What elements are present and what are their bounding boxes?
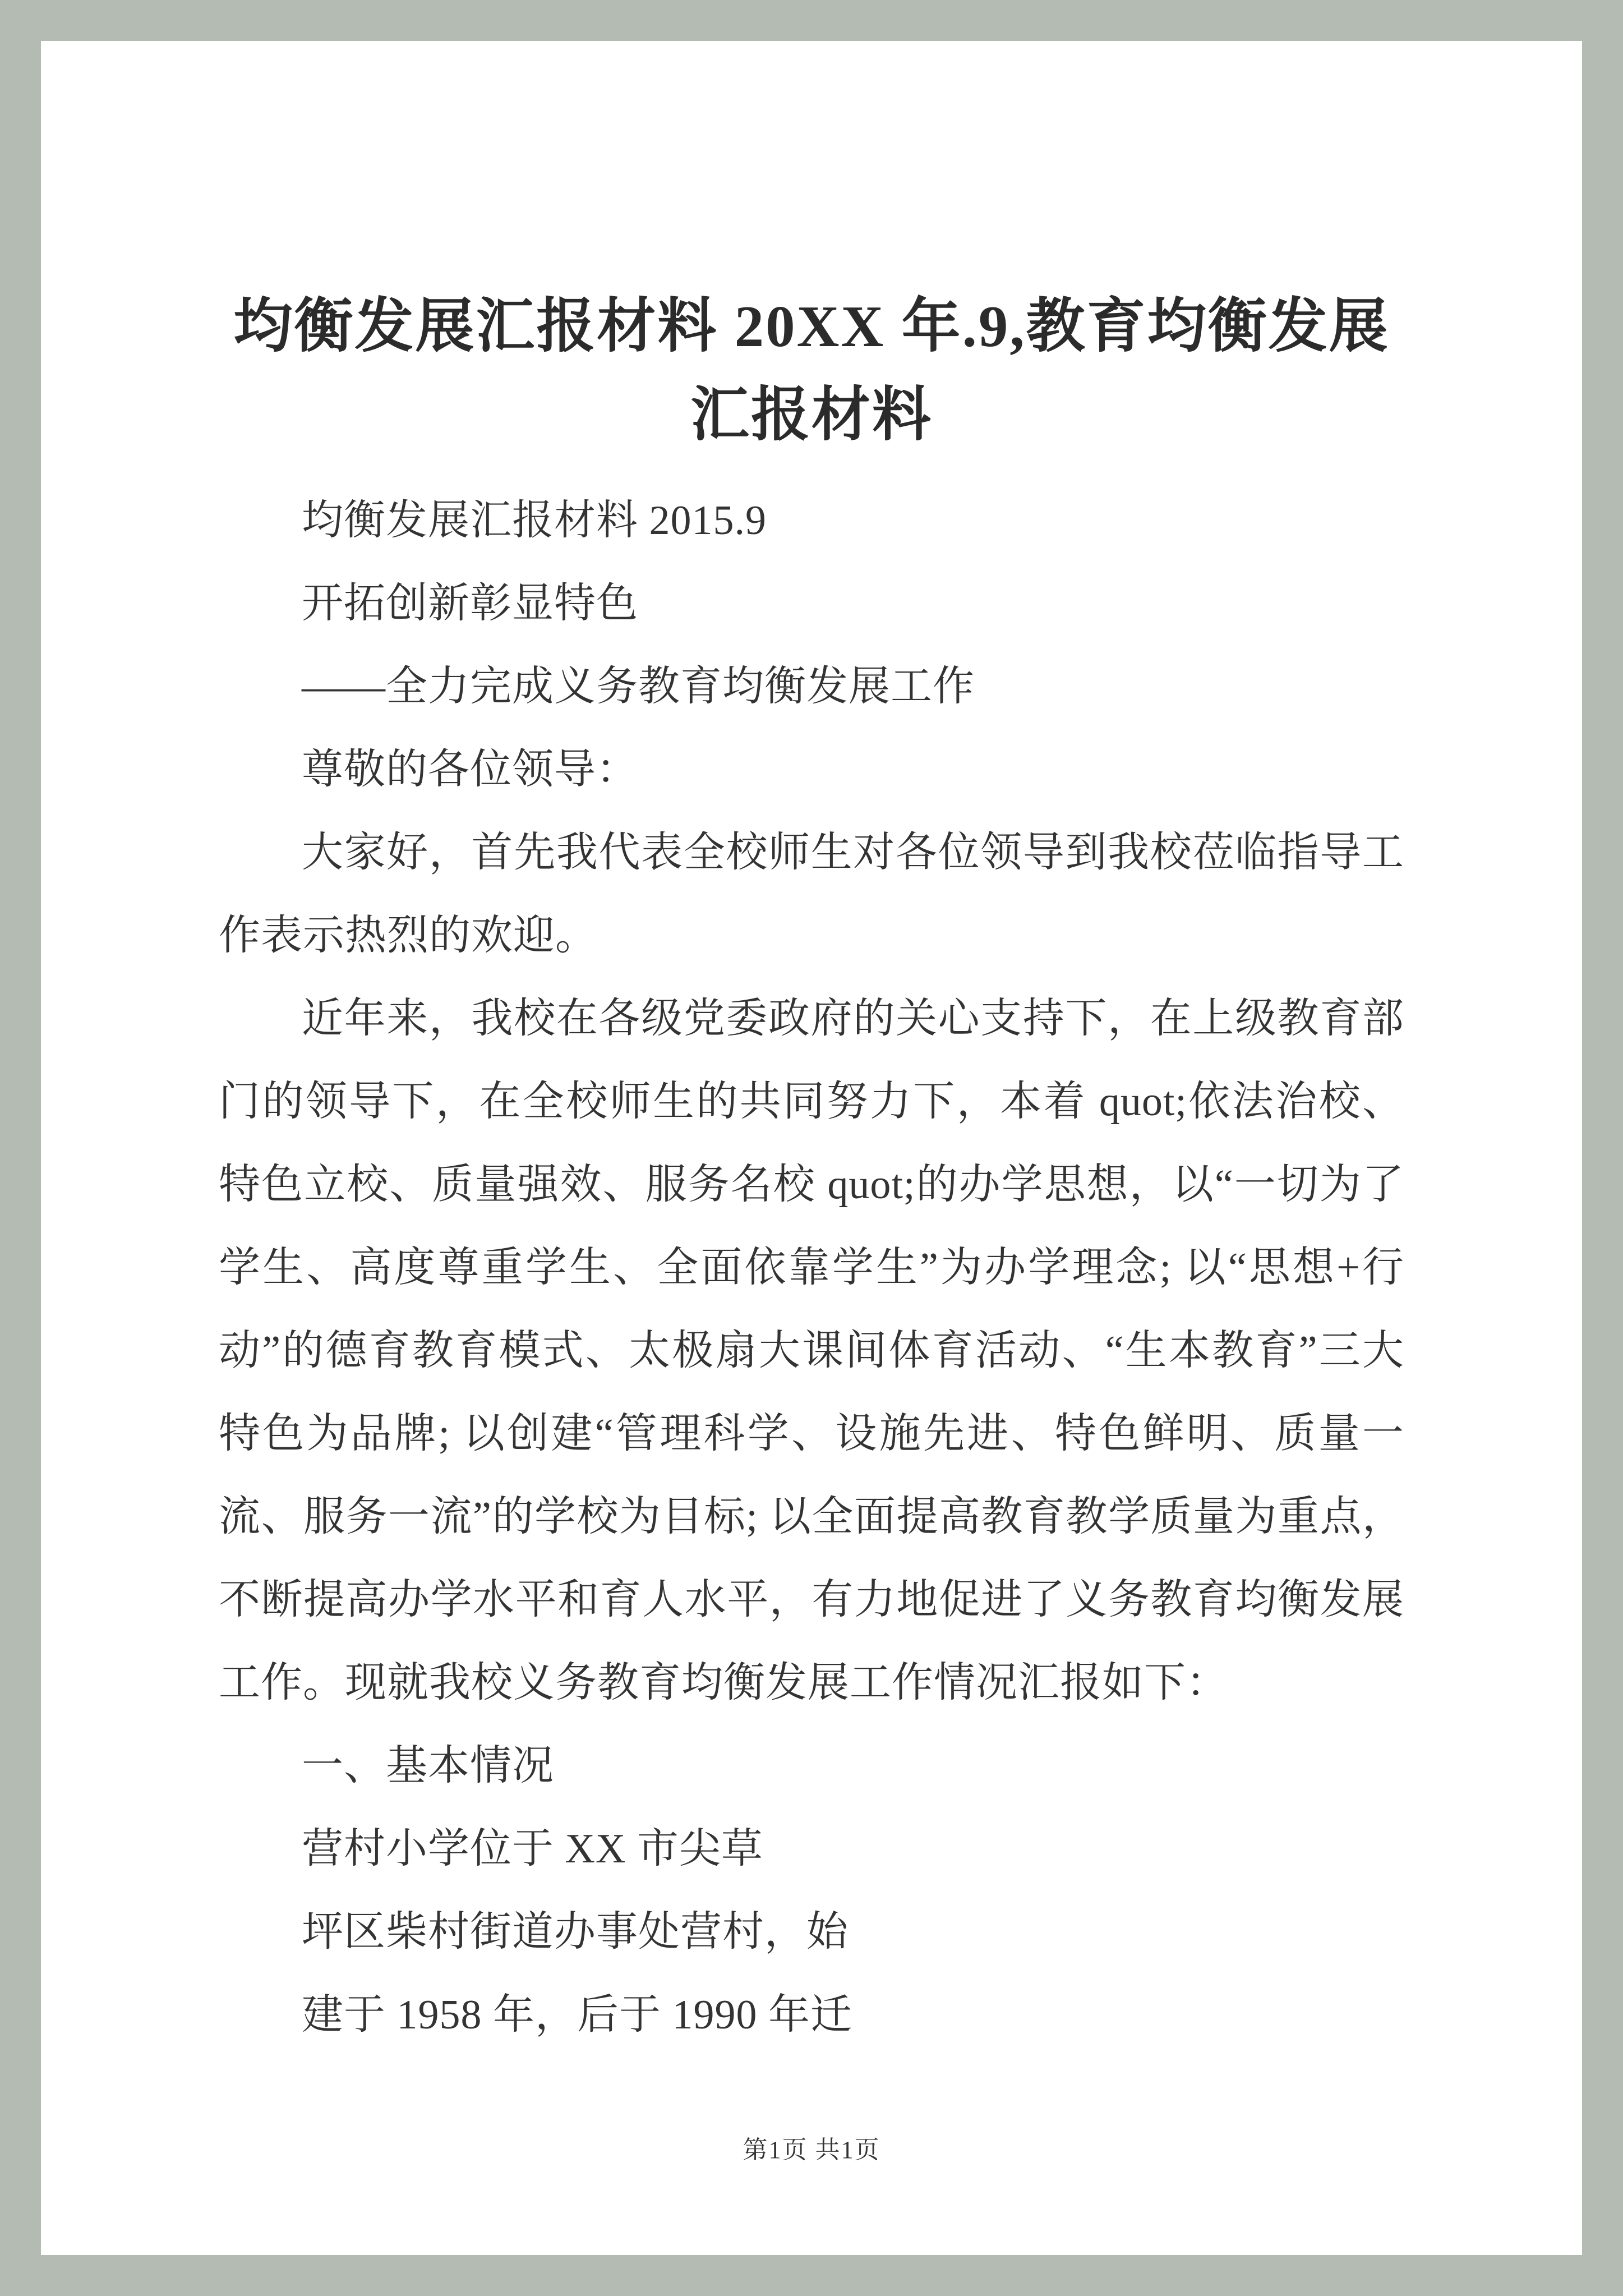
page-number-label: 第1页 共1页 xyxy=(743,2136,880,2164)
paragraph-overview: 近年来，我校在各级党委政府的关心支持下，在上级教育部门的领导下，在全校师生的共同努力下，本着 quot;依法治校、特色立校、质量强效、服务名校 quot;的办学思想，以“一切为了学生、高度尊重学生、全面依靠学生”为办学理念; 以“思想+行动”的德育教育模式、太极扇大课间体育活动、“生本教育”三大特色为品牌; 以创建“管理科学、设施先进、特色鲜明、质量一流、服务一流”的学校为目标; 以全面提高教育教学质量为重点，不断提高办学水平和育人水平，有力地促进了义务教育均衡发展工作。现就我校义务教育均衡发展工作情况汇报如下： xyxy=(219,996,1404,1706)
page-footer xyxy=(41,2129,1582,2165)
document-title: 均衡发展汇报材料 20XX 年.9,教育均衡发展汇报材料 xyxy=(233,293,1390,448)
paragraph-school-intro-line2: 坪区柴村街道办事处营村，始 xyxy=(302,1909,849,1955)
document-content xyxy=(41,41,1582,2056)
paragraph-subtitle-date: 均衡发展汇报材料 2015.9 xyxy=(302,498,767,544)
paragraph-greeting: 大家好，首先我代表全校师生对各位领导到我校莅临指导工作表示热烈的欢迎。 xyxy=(219,830,1404,959)
paragraph-slogan: 开拓创新彰显特色 xyxy=(302,581,638,627)
paragraph-section-heading: 一、基本情况 xyxy=(302,1743,554,1789)
paragraph-salutation: 尊敬的各位领导： xyxy=(302,747,638,793)
paragraph-subtitle-theme: ——全力完成义务教育均衡发展工作 xyxy=(302,664,975,710)
paragraph-school-intro-line1: 营村小学位于 XX 市尖草 xyxy=(302,1826,763,1872)
document-body xyxy=(219,479,1404,2056)
paragraph-school-intro-line3: 建于 1958 年，后于 1990 年迁 xyxy=(302,1992,852,2038)
